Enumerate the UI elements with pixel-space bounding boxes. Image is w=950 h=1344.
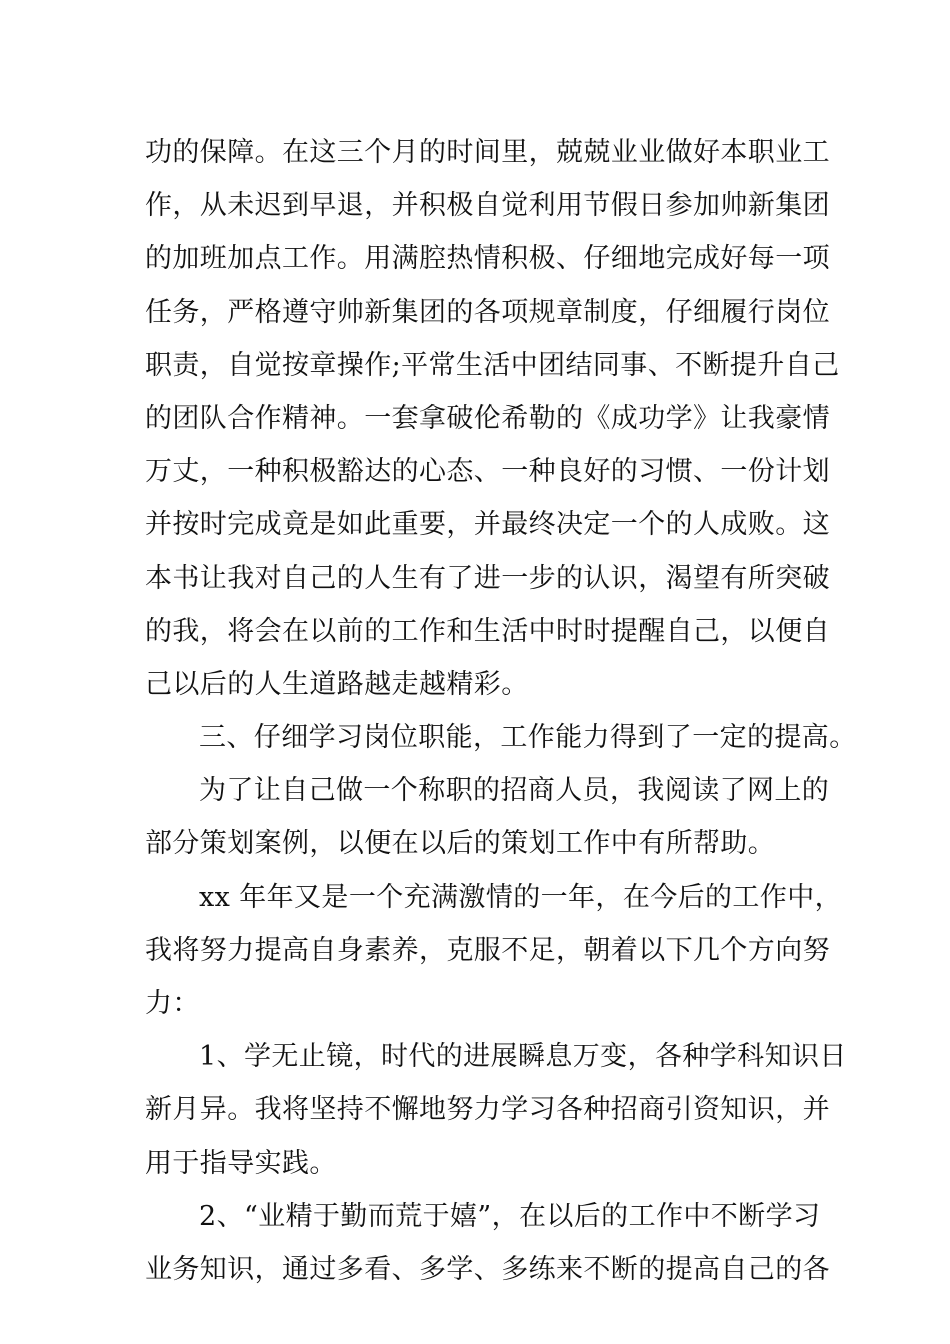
paragraph-start: xx 年年又是一个充满激情的一年，在今后的工作中， (199, 881, 843, 913)
list-item-1-start: 1、学无止镜，时代的进展瞬息万变，各种学科知识日 (199, 1041, 847, 1073)
text-line: 并按时完成竟是如此重要，并最终决定一个的人成败。这 (145, 509, 830, 541)
body-text (145, 126, 857, 1296)
text-line: 的加班加点工作。用满腔热情积极、仔细地完成好每一项 (145, 243, 830, 275)
text-line: 本书让我对自己的人生有了进一步的认识，渴望有所突破 (145, 562, 830, 594)
text-line: 己以后的人生道路越走越精彩。 (145, 668, 529, 700)
text-line: 任务，严格遵守帅新集团的各项规章制度，仔细履行岗位 (145, 296, 830, 328)
text-line: 业务知识，通过多看、多学、多练来不断的提高自己的各 (145, 1253, 830, 1285)
paragraph-start: 为了让自己做一个称职的招商人员，我阅读了网上的 (199, 775, 830, 807)
text-line: 的团队合作精神。一套拿破伦希勒的《成功学》让我豪情 (145, 402, 830, 434)
text-line: 我将努力提高自身素养，克服不足，朝着以下几个方向努 (145, 934, 830, 966)
list-item-2-start: 2、“业精于勤而荒于嬉”，在以后的工作中不断学习 (199, 1200, 821, 1232)
text-line: 万丈，一种积极豁达的心态、一种良好的习惯、一份计划 (145, 456, 830, 488)
text-line: 功的保障。在这三个月的时间里，兢兢业业做好本职业工 (145, 137, 830, 168)
text-line: 力： (145, 988, 200, 1019)
text-line: 作，从未迟到早退，并积极自觉利用节假日参加帅新集团 (145, 190, 830, 222)
text-line: 职责，自觉按章操作;平常生活中团结同事、不断提升自己 (145, 349, 840, 381)
section-heading: 三、仔细学习岗位职能，工作能力得到了一定的提高。 (199, 722, 857, 754)
text-line: 的我，将会在以前的工作和生活中时时提醒自己，以便自 (145, 615, 830, 647)
text-line: 新月异。我将坚持不懈地努力学习各种招商引资知识，并 (145, 1094, 830, 1126)
text-line: 用于指导实践。 (145, 1147, 337, 1179)
text-line: 部分策划案例，以便在以后的策划工作中有所帮助。 (145, 828, 776, 860)
